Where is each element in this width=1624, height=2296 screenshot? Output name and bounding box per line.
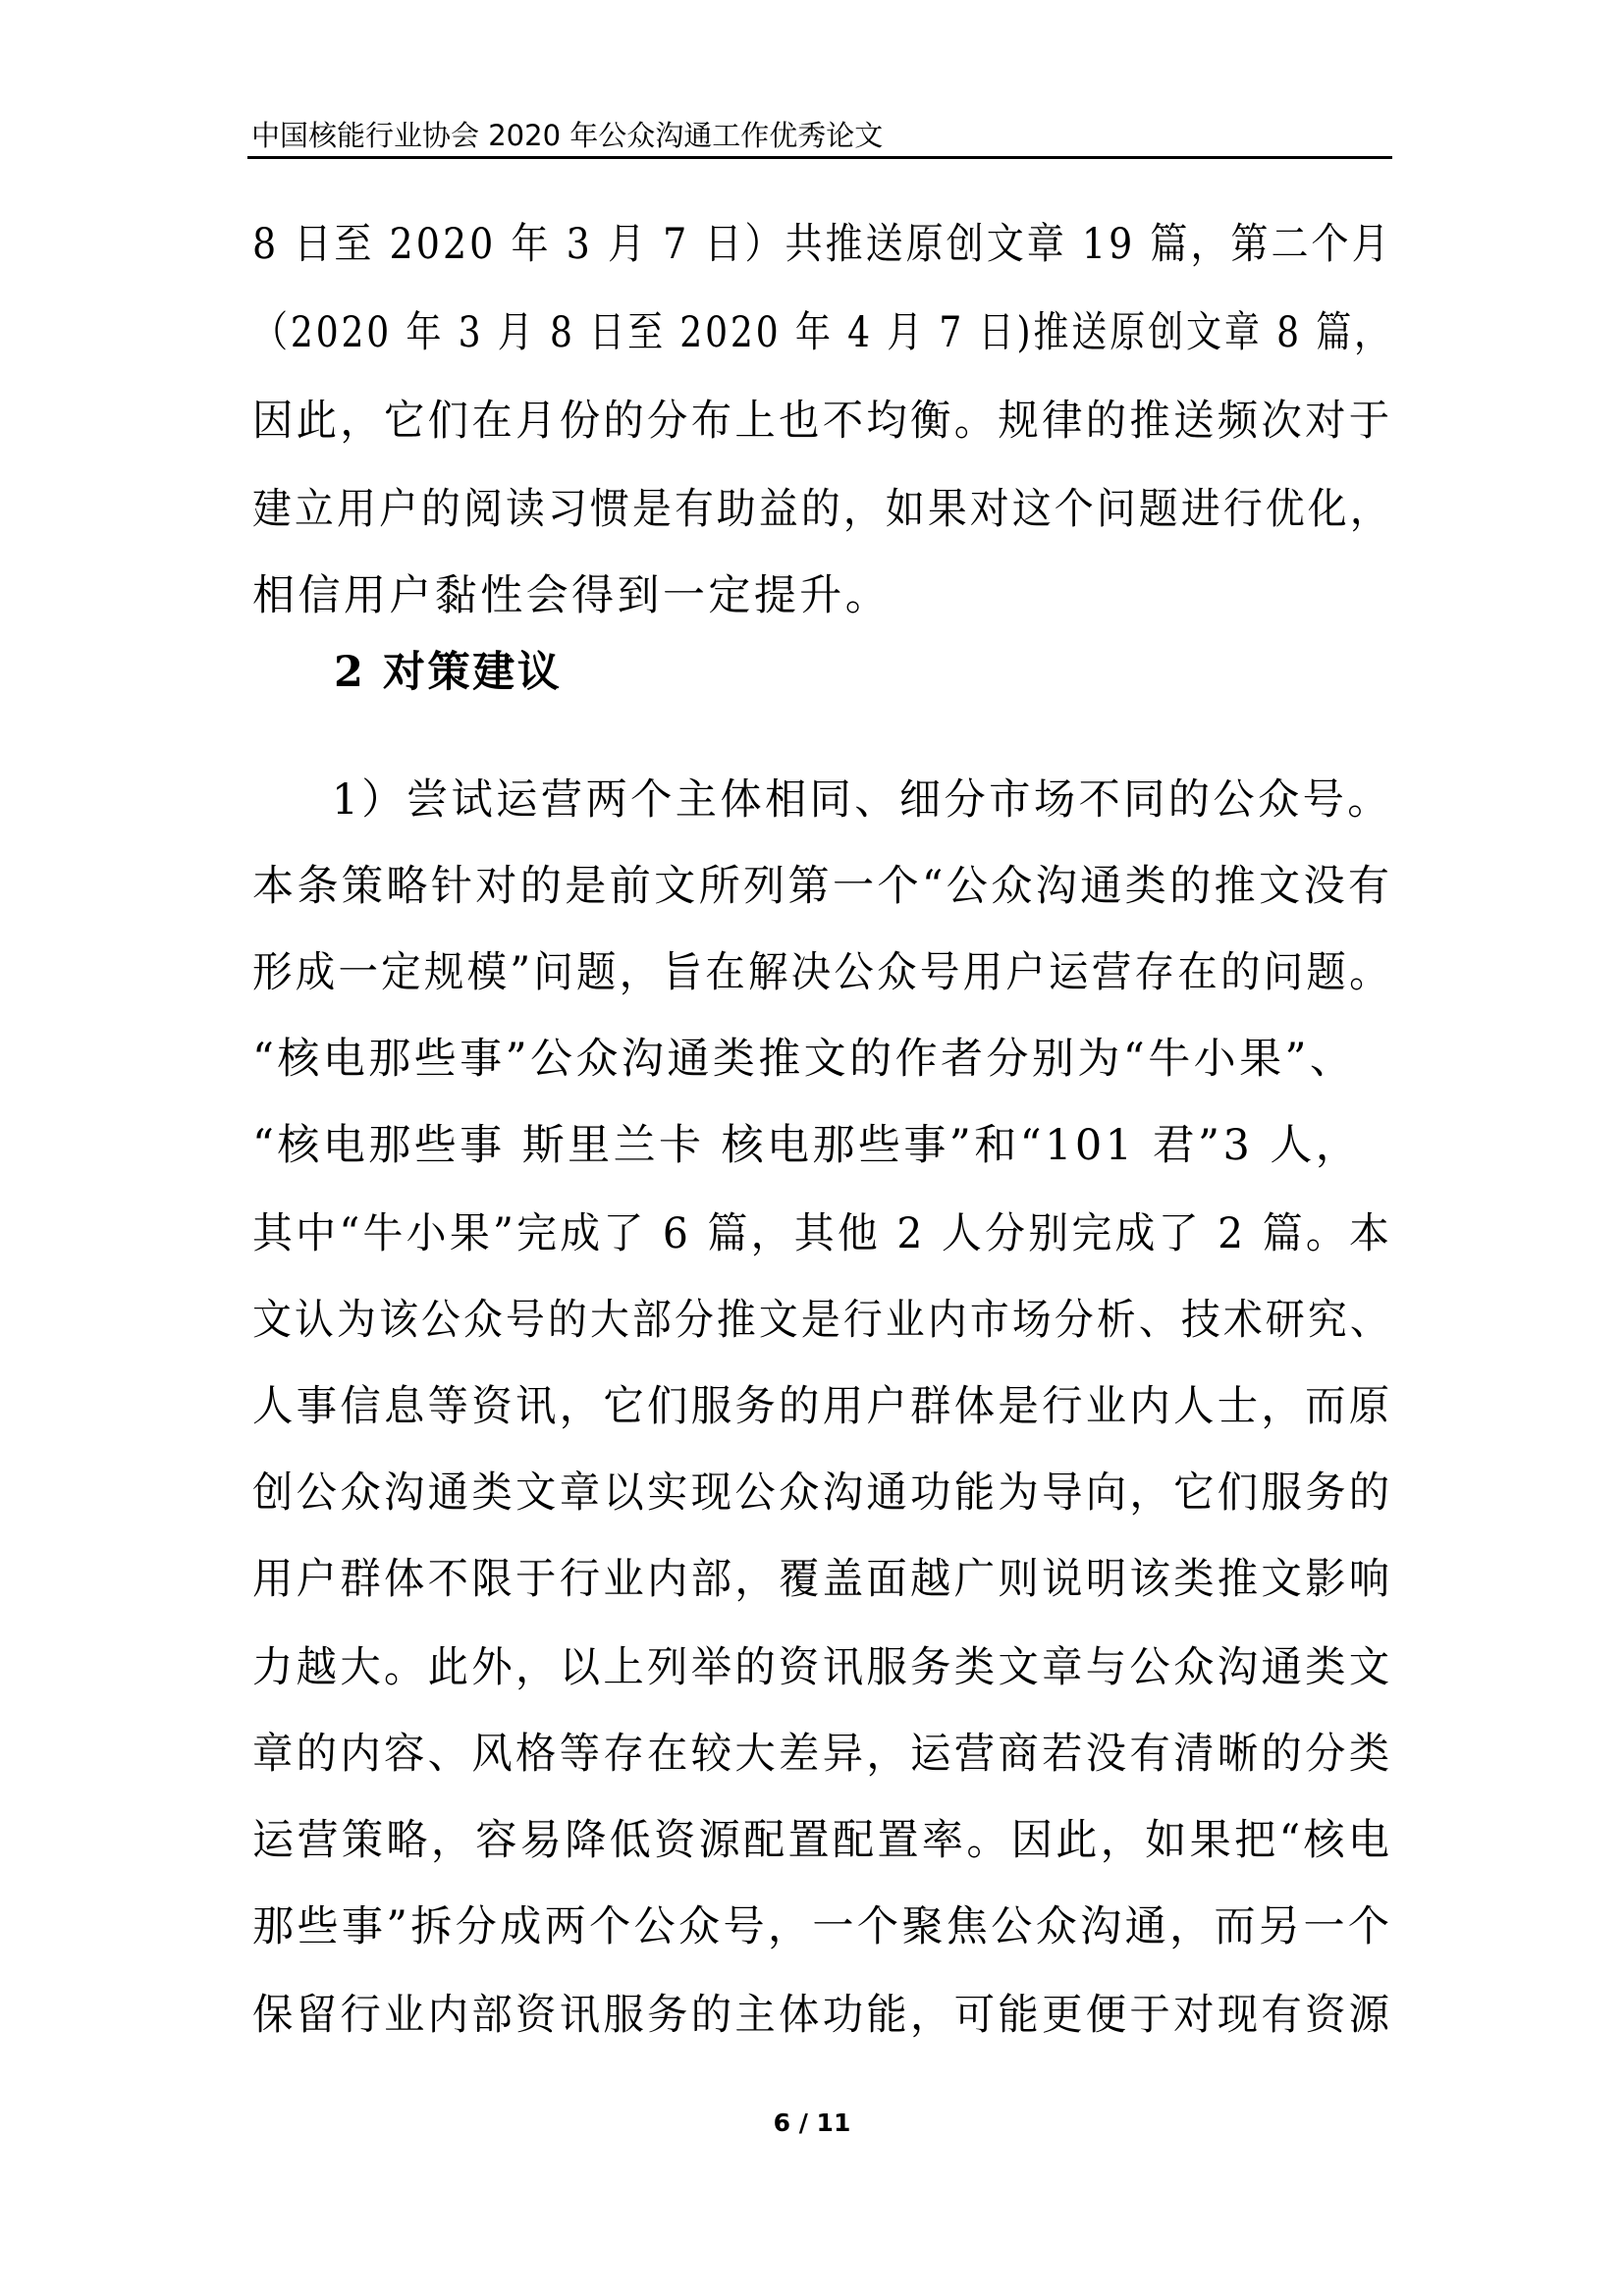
body-line: 8 日至 2020 年 3 月 7 日）共推送原创文章 19 篇，第二个月 — [252, 220, 1392, 269]
body-line: “核电那些事 斯里兰卡 核电那些事”和“101 君”3 人， — [252, 1121, 1362, 1170]
body-line: 本条策略针对的是前文所列第一个“公众沟通类的推文没有 — [252, 862, 1393, 911]
body-line: 人事信息等资讯，它们服务的用户群体是行业内人士，而原 — [252, 1382, 1393, 1431]
section-heading: 2 对策建议 — [334, 648, 563, 697]
body-line: 那些事”拆分成两个公众号，一个聚焦公众沟通，而另一个 — [252, 1902, 1393, 1951]
body-line: 文认为该公众号的大部分推文是行业内市场分析、技术研究、 — [252, 1296, 1392, 1345]
body-line: 其中“牛小果”完成了 6 篇，其他 2 人分别完成了 2 篇。本 — [252, 1209, 1393, 1258]
body-line: 运营策略，容易降低资源配置配置率。因此，如果把“核电 — [252, 1816, 1393, 1865]
body-line: “核电那些事”公众沟通类推文的作者分别为“牛小果”、 — [252, 1035, 1356, 1084]
header-rule — [247, 156, 1392, 159]
body-line: 保留行业内部资讯服务的主体功能，可能更便于对现有资源 — [252, 1991, 1393, 2040]
body-line: （2020 年 3 月 8 日至 2020 年 4 月 7 日)推送原创文章 8 篇， — [252, 308, 1393, 357]
body-line: 章的内容、风格等存在较大差异，运营商若没有清晰的分类 — [252, 1730, 1393, 1779]
body-line: 1）尝试运营两个主体相同、细分市场不同的公众号。 — [332, 775, 1392, 825]
body-line: 因此，它们在月份的分布上也不均衡。规律的推送频次对于 — [252, 397, 1393, 446]
running-header: 中国核能行业协会 2020 年公众沟通工作优秀论文 — [251, 119, 884, 152]
body-line: 创公众沟通类文章以实现公众沟通功能为导向，它们服务的 — [252, 1468, 1393, 1518]
body-line: 相信用户黏性会得到一定提升。 — [252, 571, 892, 620]
body-line: 建立用户的阅读习惯是有助益的，如果对这个问题进行优化， — [252, 485, 1392, 534]
page-number: 6 / 11 — [773, 2109, 851, 2137]
body-line: 用户群体不限于行业内部，覆盖面越广则说明该类推文影响 — [252, 1555, 1393, 1604]
body-line: 力越大。此外，以上列举的资讯服务类文章与公众沟通类文 — [252, 1643, 1393, 1692]
body-line: 形成一定规模”问题，旨在解决公众号用户运营存在的问题。 — [252, 948, 1392, 997]
